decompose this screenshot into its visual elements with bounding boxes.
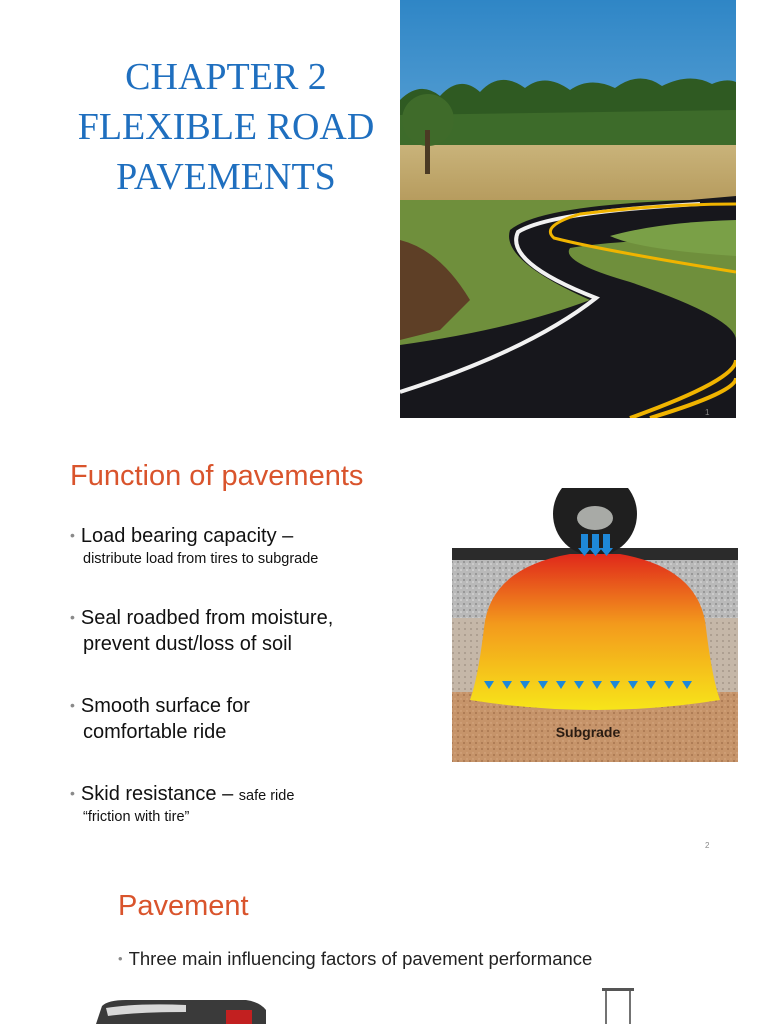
bullet-dot-icon: • xyxy=(70,785,75,801)
chapter-title-line: PAVEMENTS xyxy=(116,156,336,198)
slide-number: 1 xyxy=(705,408,710,417)
bullet-dot-icon: • xyxy=(70,697,75,713)
bullet-item: • Three main influencing factors of pavement performance xyxy=(118,948,593,969)
slide-title: Pavement xyxy=(118,890,249,922)
subgrade-label: Subgrade xyxy=(555,724,621,740)
chapter-title xyxy=(40,52,412,202)
bullet-dot-icon: • xyxy=(70,609,75,625)
slide-number: 2 xyxy=(705,841,710,850)
slide-title: Function of pavements xyxy=(70,460,364,492)
slide-2 xyxy=(0,440,768,860)
chapter-title-line: FLEXIBLE ROAD xyxy=(77,106,375,148)
bullet-item: • Seal roadbed from moisture, prevent dust/loss of soil xyxy=(70,607,334,655)
chapter-title-line: CHAPTER 2 xyxy=(125,56,327,98)
truck-image xyxy=(96,1000,266,1024)
bullet-item: • Skid resistance – safe ride “friction with tire” xyxy=(70,783,295,825)
bullet-dot-icon: • xyxy=(70,527,75,543)
slide-3 xyxy=(0,876,768,1024)
lab-cylinder-image xyxy=(596,986,640,1024)
bullet-dot-icon: • xyxy=(118,951,123,966)
bullet-item: • Load bearing capacity – distribute load from tires to subgrade xyxy=(70,525,319,567)
winding-road-photo xyxy=(400,0,736,418)
bullet-item: • Smooth surface for comfortable ride xyxy=(70,695,250,743)
pavement-load-diagram xyxy=(450,488,740,764)
slide-1 xyxy=(0,0,768,424)
